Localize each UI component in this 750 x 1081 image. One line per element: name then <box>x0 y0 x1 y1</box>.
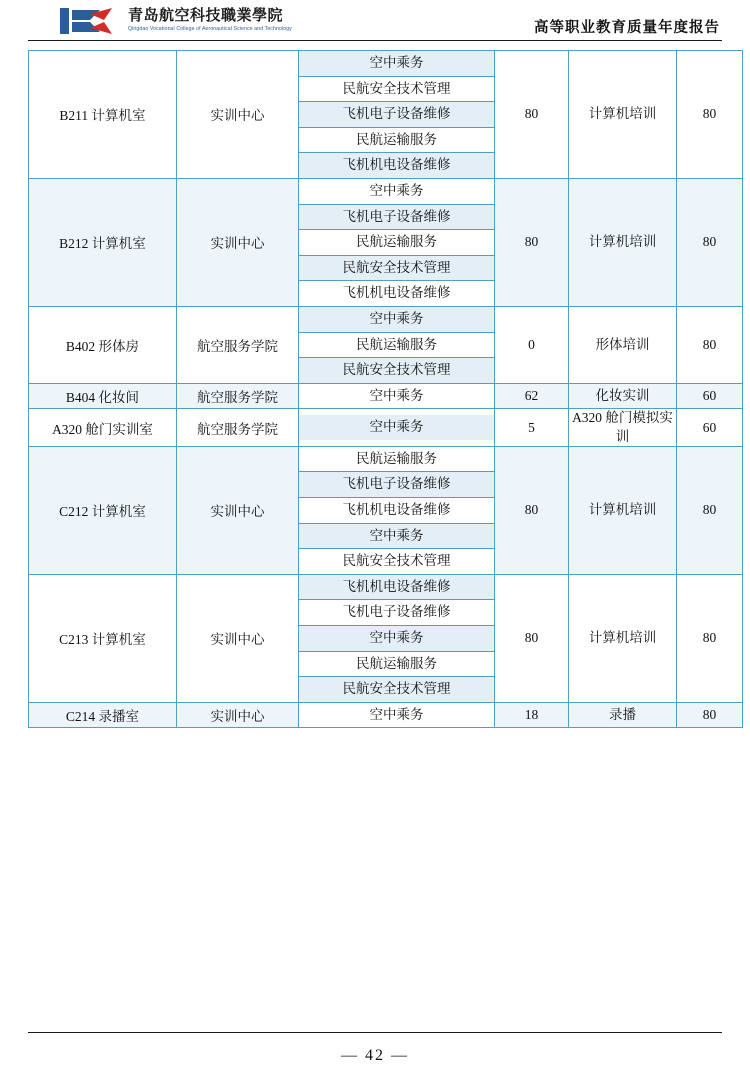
room-cell: B212 计算机室 <box>29 178 177 306</box>
room-cell: A320 舱门实训室 <box>29 409 177 446</box>
major-item: 飞机电子设备维修 <box>299 600 494 626</box>
major-item: 空中乘务 <box>299 307 494 333</box>
department-cell: 航空服务学院 <box>177 383 299 409</box>
page-header <box>0 0 750 46</box>
department-cell: 航空服务学院 <box>177 409 299 446</box>
major-item: 民航运输服务 <box>299 333 494 359</box>
majors-cell <box>299 306 495 383</box>
page-title: 高等职业教育质量年度报告 <box>534 20 720 36</box>
majors-cell <box>299 383 495 409</box>
capacity-cell: 80 <box>677 51 743 179</box>
major-item: 民航安全技术管理 <box>299 358 494 383</box>
usage-cell: 计算机培训 <box>569 574 677 702</box>
major-item: 飞机机电设备维修 <box>299 281 494 306</box>
table-row <box>29 446 743 574</box>
room-cell: C214 录播室 <box>29 702 177 728</box>
major-item: 民航安全技术管理 <box>299 549 494 574</box>
majors-cell <box>299 178 495 306</box>
department-cell: 实训中心 <box>177 574 299 702</box>
facility-table-wrap <box>28 50 722 728</box>
page-number: — 42 — <box>341 1047 409 1064</box>
student-count-cell: 80 <box>495 574 569 702</box>
majors-cell <box>299 446 495 574</box>
majors-cell <box>299 574 495 702</box>
usage-cell: 计算机培训 <box>569 51 677 179</box>
room-cell: B211 计算机室 <box>29 51 177 179</box>
major-item: 飞机电子设备维修 <box>299 205 494 231</box>
usage-cell: A320 舱门模拟实训 <box>569 409 677 446</box>
facility-table <box>28 50 743 728</box>
major-item: 民航安全技术管理 <box>299 256 494 282</box>
major-item: 空中乘务 <box>299 703 494 728</box>
table-row <box>29 409 743 446</box>
major-item: 民航安全技术管理 <box>299 77 494 103</box>
student-count-cell: 5 <box>495 409 569 446</box>
major-item: 民航运输服务 <box>299 230 494 256</box>
table-row <box>29 574 743 702</box>
capacity-cell: 80 <box>677 574 743 702</box>
major-item: 飞机电子设备维修 <box>299 102 494 128</box>
capacity-cell: 80 <box>677 178 743 306</box>
logo-name-cn: 青岛航空科技職業學院 <box>128 8 284 25</box>
department-cell: 实训中心 <box>177 702 299 728</box>
major-item: 空中乘务 <box>299 179 494 205</box>
student-count-cell: 80 <box>495 446 569 574</box>
majors-cell <box>299 51 495 179</box>
footer-divider <box>28 1032 722 1033</box>
capacity-cell: 80 <box>677 702 743 728</box>
major-item: 民航运输服务 <box>299 447 494 473</box>
major-item: 空中乘务 <box>299 51 494 77</box>
capacity-cell: 80 <box>677 446 743 574</box>
logo-name-en: Qingdao Vocational College of Aeronautical Science and Technology <box>128 26 292 33</box>
usage-cell: 计算机培训 <box>569 446 677 574</box>
header-divider <box>28 40 722 41</box>
usage-cell: 计算机培训 <box>569 178 677 306</box>
room-cell: C213 计算机室 <box>29 574 177 702</box>
majors-cell <box>299 409 495 446</box>
student-count-cell: 80 <box>495 178 569 306</box>
department-cell: 实训中心 <box>177 446 299 574</box>
capacity-cell: 80 <box>677 306 743 383</box>
logo-emblem-icon <box>60 6 122 36</box>
major-item: 空中乘务 <box>299 384 494 409</box>
table-row <box>29 306 743 383</box>
capacity-cell: 60 <box>677 383 743 409</box>
table-row <box>29 178 743 306</box>
major-item: 民航运输服务 <box>299 652 494 678</box>
major-item: 飞机电子设备维修 <box>299 472 494 498</box>
table-row <box>29 51 743 179</box>
major-item: 飞机机电设备维修 <box>299 153 494 178</box>
major-item: 空中乘务 <box>299 524 494 550</box>
major-item: 飞机机电设备维修 <box>299 575 494 601</box>
major-item: 空中乘务 <box>299 415 494 440</box>
department-cell: 实训中心 <box>177 51 299 179</box>
table-row <box>29 383 743 409</box>
majors-cell <box>299 702 495 728</box>
major-item: 空中乘务 <box>299 626 494 652</box>
student-count-cell: 18 <box>495 702 569 728</box>
major-item: 民航安全技术管理 <box>299 677 494 702</box>
student-count-cell: 62 <box>495 383 569 409</box>
major-item: 飞机机电设备维修 <box>299 498 494 524</box>
student-count-cell: 80 <box>495 51 569 179</box>
usage-cell: 录播 <box>569 702 677 728</box>
usage-cell: 形体培训 <box>569 306 677 383</box>
room-cell: C212 计算机室 <box>29 446 177 574</box>
usage-cell: 化妆实训 <box>569 383 677 409</box>
table-row <box>29 702 743 728</box>
institution-logo <box>60 6 292 36</box>
department-cell: 航空服务学院 <box>177 306 299 383</box>
department-cell: 实训中心 <box>177 178 299 306</box>
room-cell: B402 形体房 <box>29 306 177 383</box>
room-cell: B404 化妆间 <box>29 383 177 409</box>
student-count-cell: 0 <box>495 306 569 383</box>
major-item: 民航运输服务 <box>299 128 494 154</box>
capacity-cell: 60 <box>677 409 743 446</box>
